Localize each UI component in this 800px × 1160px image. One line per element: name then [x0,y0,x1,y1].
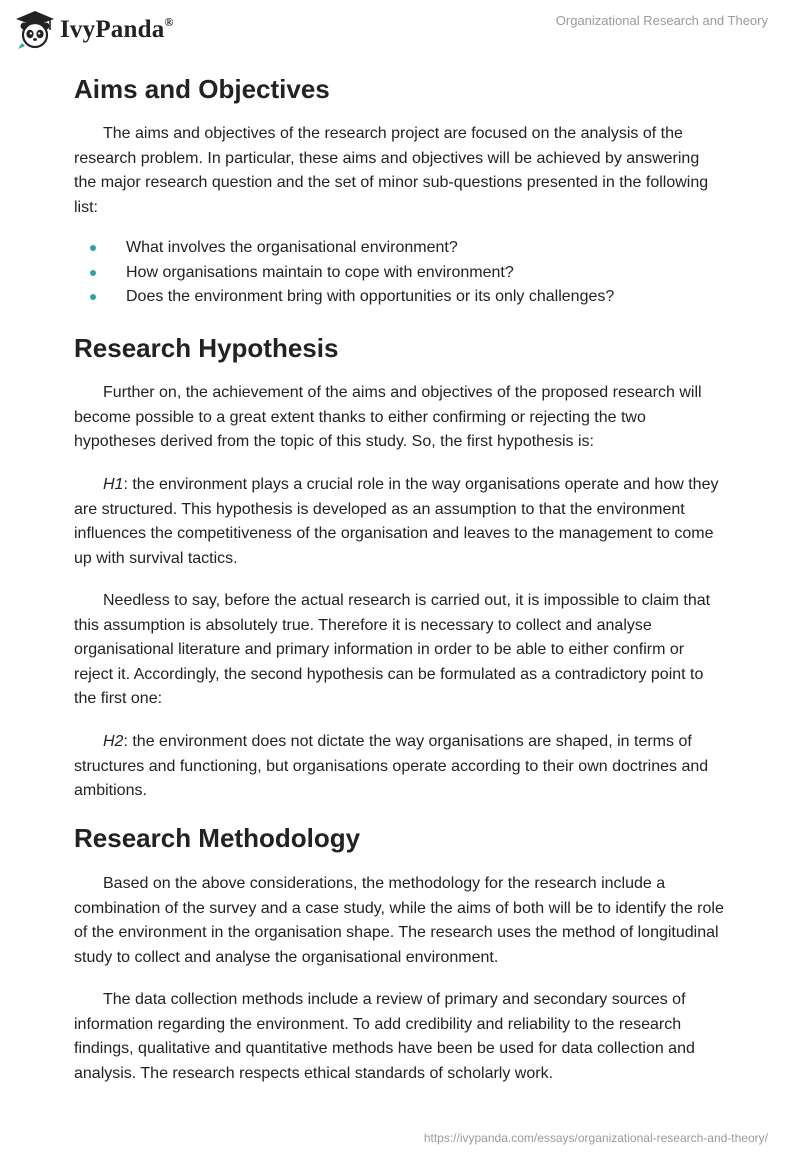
source-url[interactable]: https://ivypanda.com/essays/organizational-research-and-theory/ [423,1131,768,1145]
bullet-icon [90,270,96,276]
list-item: What involves the organisational environment? [74,236,724,261]
heading-hypothesis: Research Hypothesis [74,333,339,363]
list-item: Does the environment bring with opportunities or its only challenges? [74,285,724,310]
hypothesis-needless-paragraph: Needless to say, before the actual research is carried out, it is impossible to claim that this assumption is absolutely true. Therefore it is necessary to collect and analyse organisational literature and primary information in order to be able to either confirm or reject it. Accordingly, the second hypothesis can be formulated as a contradictory point to the first one: [74,592,711,708]
h2-label: H2 [103,733,124,750]
panda-graduate-icon [14,9,56,51]
brand-logo[interactable] [14,9,174,51]
hypothesis-intro-paragraph: Further on, the achievement of the aims and objectives of the proposed research will become possible to a great extent thanks to either confirming or rejecting the two hypotheses derived from the topic of this study. So, the first hypothesis is: [74,384,702,451]
aims-intro-paragraph: The aims and objectives of the research project are focused on the analysis of the research problem. In particular, these aims and objectives will be achieved by answering the major research question and the set of minor sub-questions presented in the following list: [74,125,709,216]
methodology-paragraph-2: The data collection methods include a review of primary and secondary sources of information regarding the environment. To add credibility and reliability to the research findings, qualitative and quantitative methods have been be used for data collection and analysis. The research respects ethical standards of scholarly work. [74,991,695,1082]
brand-name: IvyPanda® [60,14,174,43]
heading-aims: Aims and Objectives [74,74,330,104]
h2-text: : the environment does not dictate the way organisations are shaped, in terms of structures and functioning, but organisations operate according to their own doctrines and ambitions. [74,733,709,800]
hypothesis-h2-paragraph [74,730,724,804]
bullet-icon [90,294,96,300]
h1-label: H1 [103,476,124,493]
page-header [0,0,800,70]
h1-text: : the environment plays a crucial role in the way organisations operate and how they are structured. This hypothesis is developed as an assumption to that the environment influences the competitiveness of the organisation and leaves to the management to come up with survival tactics. [74,476,719,567]
methodology-paragraph-1: Based on the above considerations, the methodology for the research include a combination of the survey and a case study, while the aims of both will be to identify the role of the environment in the organisation shape. The research uses the method of longitudinal study to collect and analyse the organisational environment. [74,875,724,966]
hypothesis-h1-paragraph [74,473,724,571]
section-aims [74,71,330,107]
bullet-icon [90,245,96,251]
heading-methodology: Research Methodology [74,823,361,853]
document-title: Organizational Research and Theory [555,13,768,28]
research-questions-list [74,236,724,310]
list-item: How organisations maintain to cope with environment? [74,261,724,286]
